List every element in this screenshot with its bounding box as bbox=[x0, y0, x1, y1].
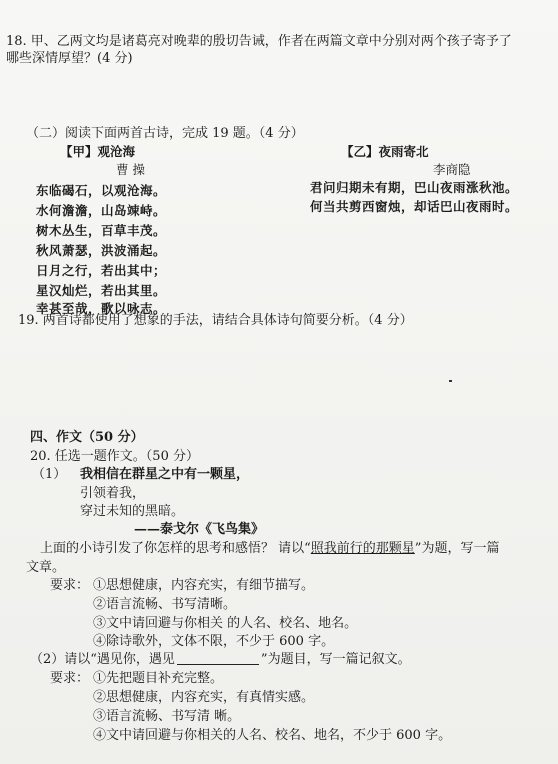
req2-item: ②思想健康，内容充实，有真情实感。 bbox=[93, 690, 315, 705]
poem-yi-title: 【乙】夜雨寄北 bbox=[341, 144, 429, 159]
req2-item: ①先把题目补充完整。 bbox=[93, 671, 224, 686]
prompt-post: ”为题，写一篇 bbox=[414, 541, 500, 556]
req1-item: ④除诗歌外，文体不限，不少于 600 字。 bbox=[93, 634, 335, 649]
poem-jia-title: 【甲】观沧海 bbox=[60, 144, 136, 159]
poem-yi-line: 何当共剪西窗烛，却话巴山夜雨时。 bbox=[310, 199, 519, 214]
poem-jia-line: 星汉灿烂，若出其里。 bbox=[36, 283, 167, 298]
poem-jia-line: 幸甚至哉，歌以咏志。 bbox=[36, 301, 167, 316]
req1-item: ②语言流畅、书写清晰。 bbox=[93, 597, 237, 612]
poem-jia-line: 树木丛生，百草丰茂。 bbox=[36, 223, 167, 238]
composition-prompt bbox=[40, 541, 499, 557]
prompt-line2: 文章。 bbox=[26, 560, 66, 575]
section2-header: （二）阅读下面两首古诗，完成 19 题。（4 分） bbox=[26, 126, 304, 141]
poem-yi-author: 李商隐 bbox=[433, 162, 471, 177]
q18-line2: 哪些深情厚望？(4 分) bbox=[6, 51, 133, 66]
option1-label: （1） bbox=[32, 467, 67, 482]
prompt-title: 照我前行的那颗星 bbox=[310, 541, 415, 556]
title-blank bbox=[177, 652, 259, 665]
opt2-post: ”为题目，写一篇记叙文。 bbox=[260, 652, 411, 667]
poem-jia-line: 日月之行，若出其中； bbox=[36, 263, 167, 278]
q20-text: 20. 任选一题作文。（50 分） bbox=[30, 449, 199, 464]
poem-jia-author: 曹 操 bbox=[116, 162, 145, 177]
epigraph-line: 我相信在群星之中有一颗星， bbox=[80, 467, 250, 482]
poem-jia-line: 水何澹澹，山岛竦峙。 bbox=[36, 203, 167, 218]
req1-label: 要求： bbox=[50, 578, 90, 593]
req2-item: ③语言流畅、书写清 晰。 bbox=[93, 709, 241, 724]
req2-item: ④文中请回避与你相关的人名、校名、地名，不少于 600 字。 bbox=[93, 728, 452, 743]
req1-item: ③文中请回避与你相关 的人名、校名、地名。 bbox=[93, 616, 358, 631]
req2-label: 要求： bbox=[50, 671, 90, 686]
ink-speck bbox=[449, 380, 452, 382]
poem-jia-line: 秋风萧瑟，洪波涌起。 bbox=[36, 243, 167, 258]
q18-line1: 18. 甲、乙两文均是诸葛亮对晚辈的殷切告诫，作者在两篇文章中分别对两个孩子寄予了 bbox=[6, 34, 512, 49]
epigraph-source: ——泰戈尔《飞鸟集》 bbox=[134, 522, 265, 537]
poem-jia-line: 东临碣石，以观沧海。 bbox=[36, 183, 167, 198]
opt2-pre: （2）请以“遇见你，遇见 bbox=[30, 652, 175, 667]
epigraph-line: 引领着我， bbox=[80, 486, 146, 501]
poem-yi-line: 君问归期未有期，巴山夜雨涨秋池。 bbox=[310, 180, 519, 195]
epigraph-line: 穿过未知的黑暗。 bbox=[80, 504, 185, 519]
option2-prompt bbox=[30, 652, 411, 668]
q19-text: 19. 两首诗都使用了想象的手法，请结合具体诗句简要分析。（4 分） bbox=[18, 313, 413, 328]
req1-item: ①思想健康，内容充实，有细节描写。 bbox=[93, 578, 315, 593]
section4-header: 四、作文（50 分） bbox=[30, 430, 144, 445]
prompt-pre: 上面的小诗引发了你怎样的思考和感悟？ 请以“ bbox=[40, 541, 311, 556]
